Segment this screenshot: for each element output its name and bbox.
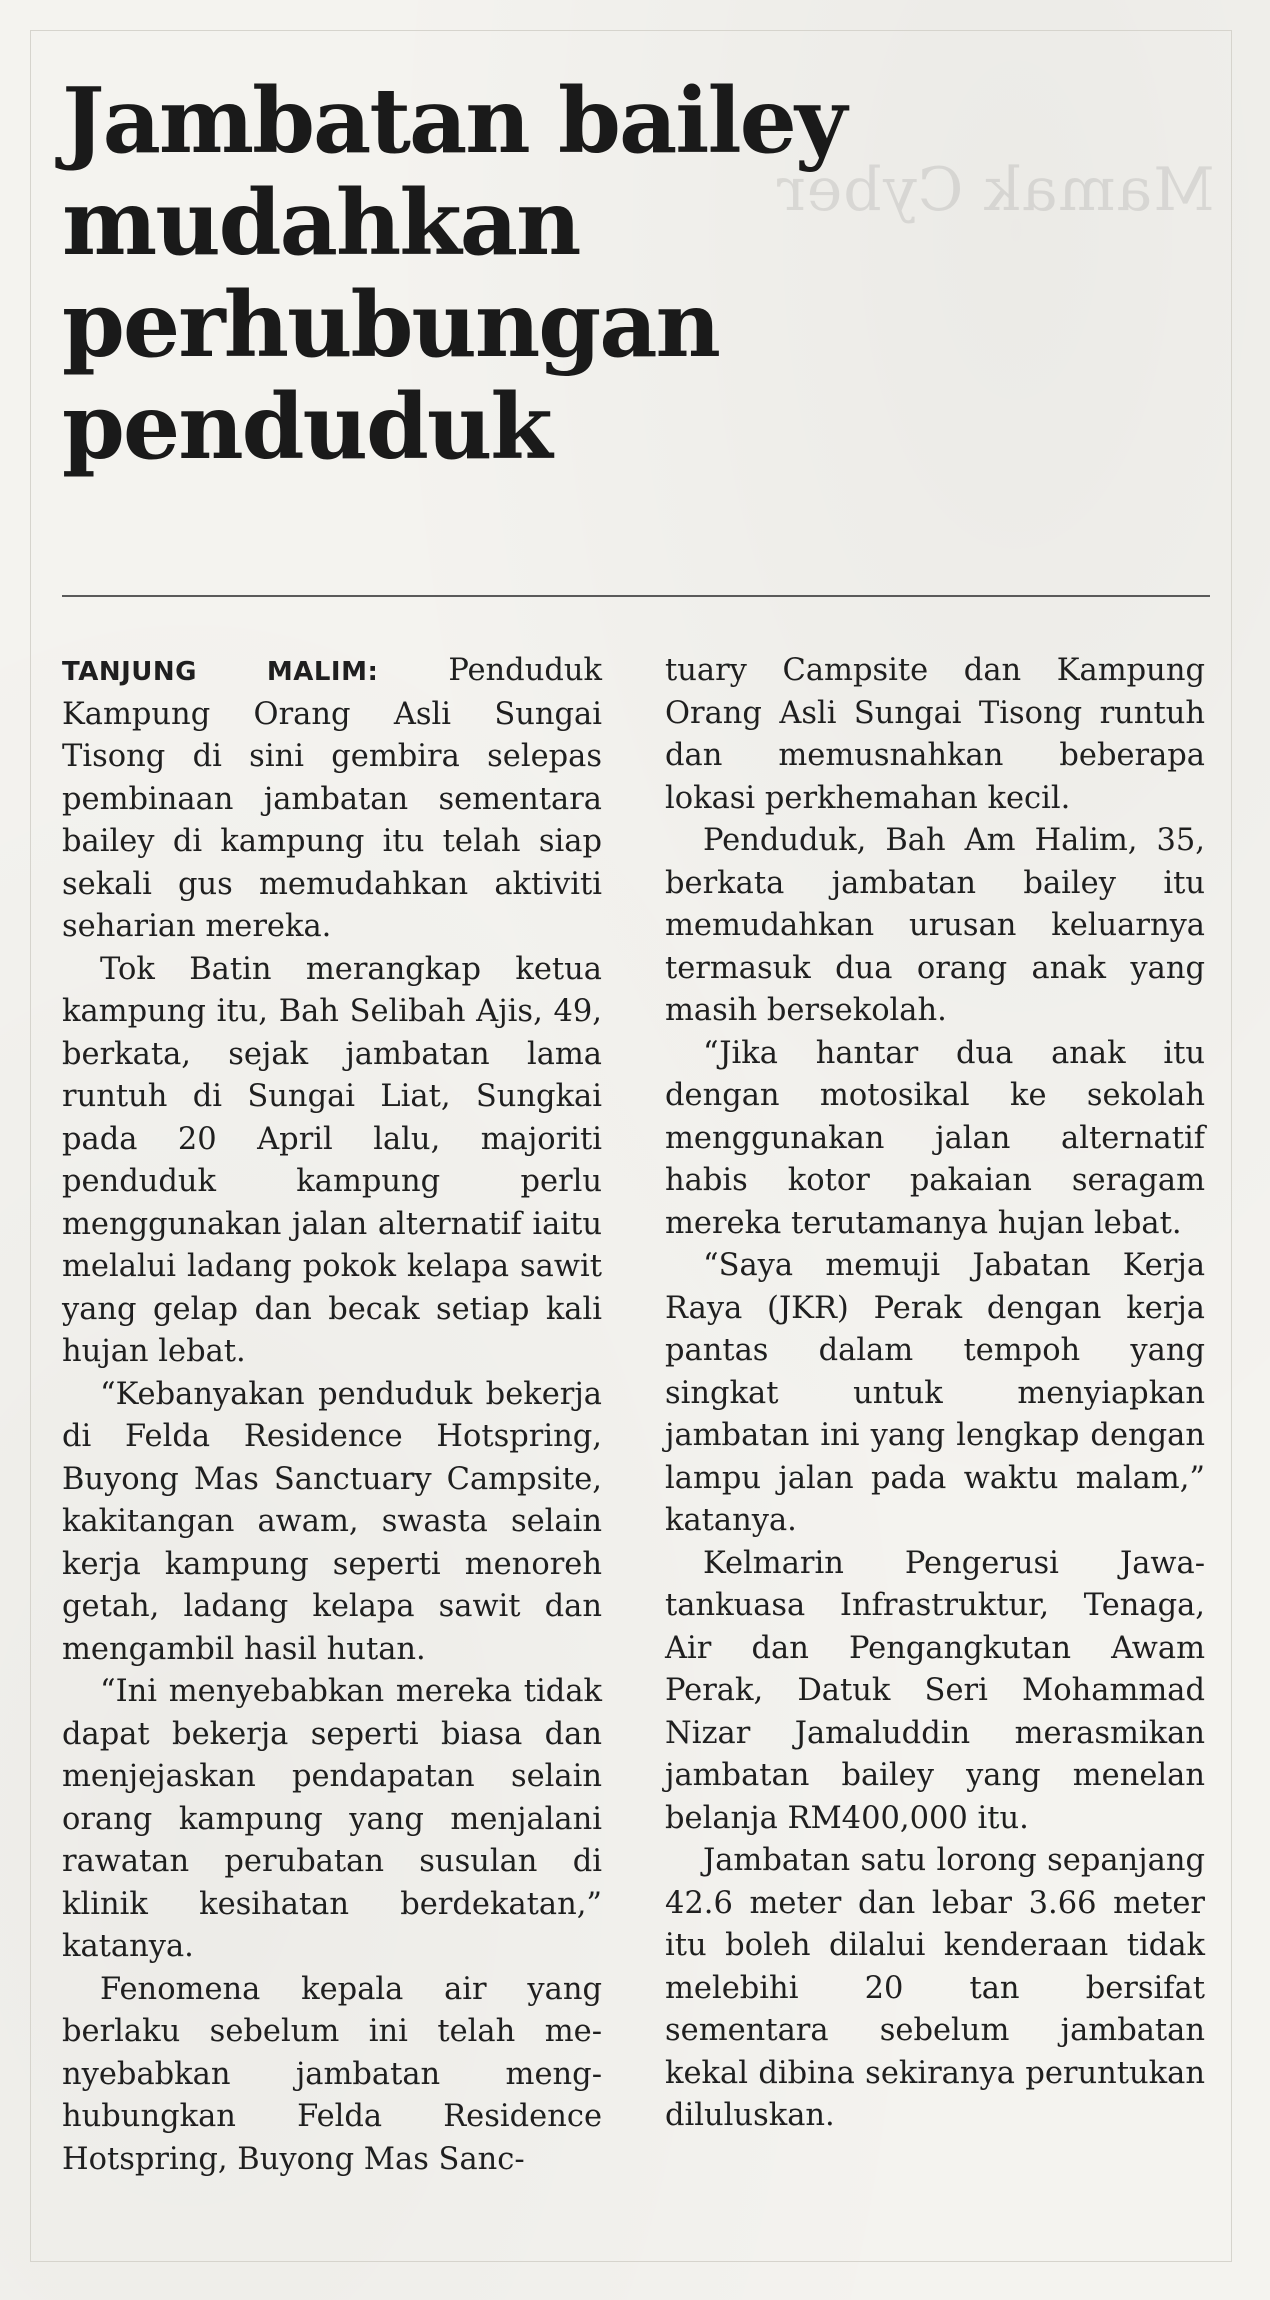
headline-line-1: Jambatan bailey [62,68,846,174]
headline-line-4: penduduk [62,374,551,480]
paragraph-4: “Ini menyebabkan mereka tidak dapat bekerja seperti biasa dan menjejaskan pendapatan selain orang kampung yang menjalani rawatan perubatan susulan di klinik kesihatan berdekatan,” katanya. [62,1674,602,1964]
paragraph-7: “Jika hantar dua anak itu dengan motosikal ke sekolah menggunakan jalan alternatif habis kotor pakaian seragam mereka terutamanya hujan lebat. [665,1035,1205,1241]
bleed-through-text: Mamak Cyber [776,155,1215,225]
headline [62,70,1212,478]
paragraph-6: Penduduk, Bah Am Halim, 35, berkata jambatan bailey itu memudahkan urusan keluarnya termasuk dua orang anak yang masih bersekolah. [665,823,1205,1028]
paragraph-8: “Saya memuji Jabatan Kerja Raya (JKR) Perak dengan kerja pantas dalam tempoh yang singkat untuk menyiapkan jambatan ini yang lengkap dengan lampu jalan pada waktu malam,” katanya. [665,1248,1205,1538]
paragraph-5-continued: tuary Campsite dan Kampung Orang Asli Sungai Tisong runtuh dan memusnahkan beberapa lokasi perkhemahan kecil. [665,653,1205,816]
article-column-right [665,650,1205,2138]
paragraph-10: Jambatan satu lorong sepanjang 42.6 meter dan lebar 3.66 meter itu boleh dilalui kenderaan tidak melebihi 20 tan bersifat sementara sebelum jambatan kekal dibina sekiranya peruntukan diluluskan. [665,1843,1205,2133]
paragraph-9: Kelmarin Pengerusi Jawatankuasa Infrastruktur, Tenaga, Air dan Pengangkutan Awam Perak, Datuk Seri Mohammad Nizar Jamaluddin merasmikan jambatan bailey yang menelan belanja RM400,000 itu. [665,1545,1205,1836]
dateline: TANJUNG MALIM: [62,657,379,687]
headline-line-2: mudahkan [62,170,580,276]
paragraph-5: Fenomena kepala air yang berlaku sebelum ini telah menyebabkan jambatan menghubungkan Felda Residence Hotspring, Buyong Mas Sanc- [62,1971,602,2177]
paragraph-1-text: Penduduk Kampung Orang Asli Sungai Tisong di sini gembira selepas pembinaan jambatan sementara bailey di kampung itu telah siap sekali gus memudahkan aktiviti seharian mereka. [62,653,602,944]
article-column-left [62,650,602,2181]
paragraph-2: Tok Batin merangkap ketua kampung itu, Bah Selibah Ajis, 49, berkata, sejak jambatan lama runtuh di Sungai Liat, Sungkai pada 20 April lalu, majoriti penduduk kampung perlu menggunakan jalan alternatif iaitu melalui ladang pokok kelapa sawit yang gelap dan becak setiap kali hujan lebat. [62,951,602,1369]
headline-divider [62,595,1210,597]
headline-line-3: perhubungan [62,272,719,378]
paragraph-3: “Kebanyakan penduduk bekerja di Felda Residence Hotspring, Buyong Mas Sanctuary Campsite, kakitangan awam, swasta selain kerja kampung seperti menoreh getah, ladang kelapa sawit dan mengambil hasil hutan. [62,1376,602,1667]
paragraph-1 [62,650,602,949]
